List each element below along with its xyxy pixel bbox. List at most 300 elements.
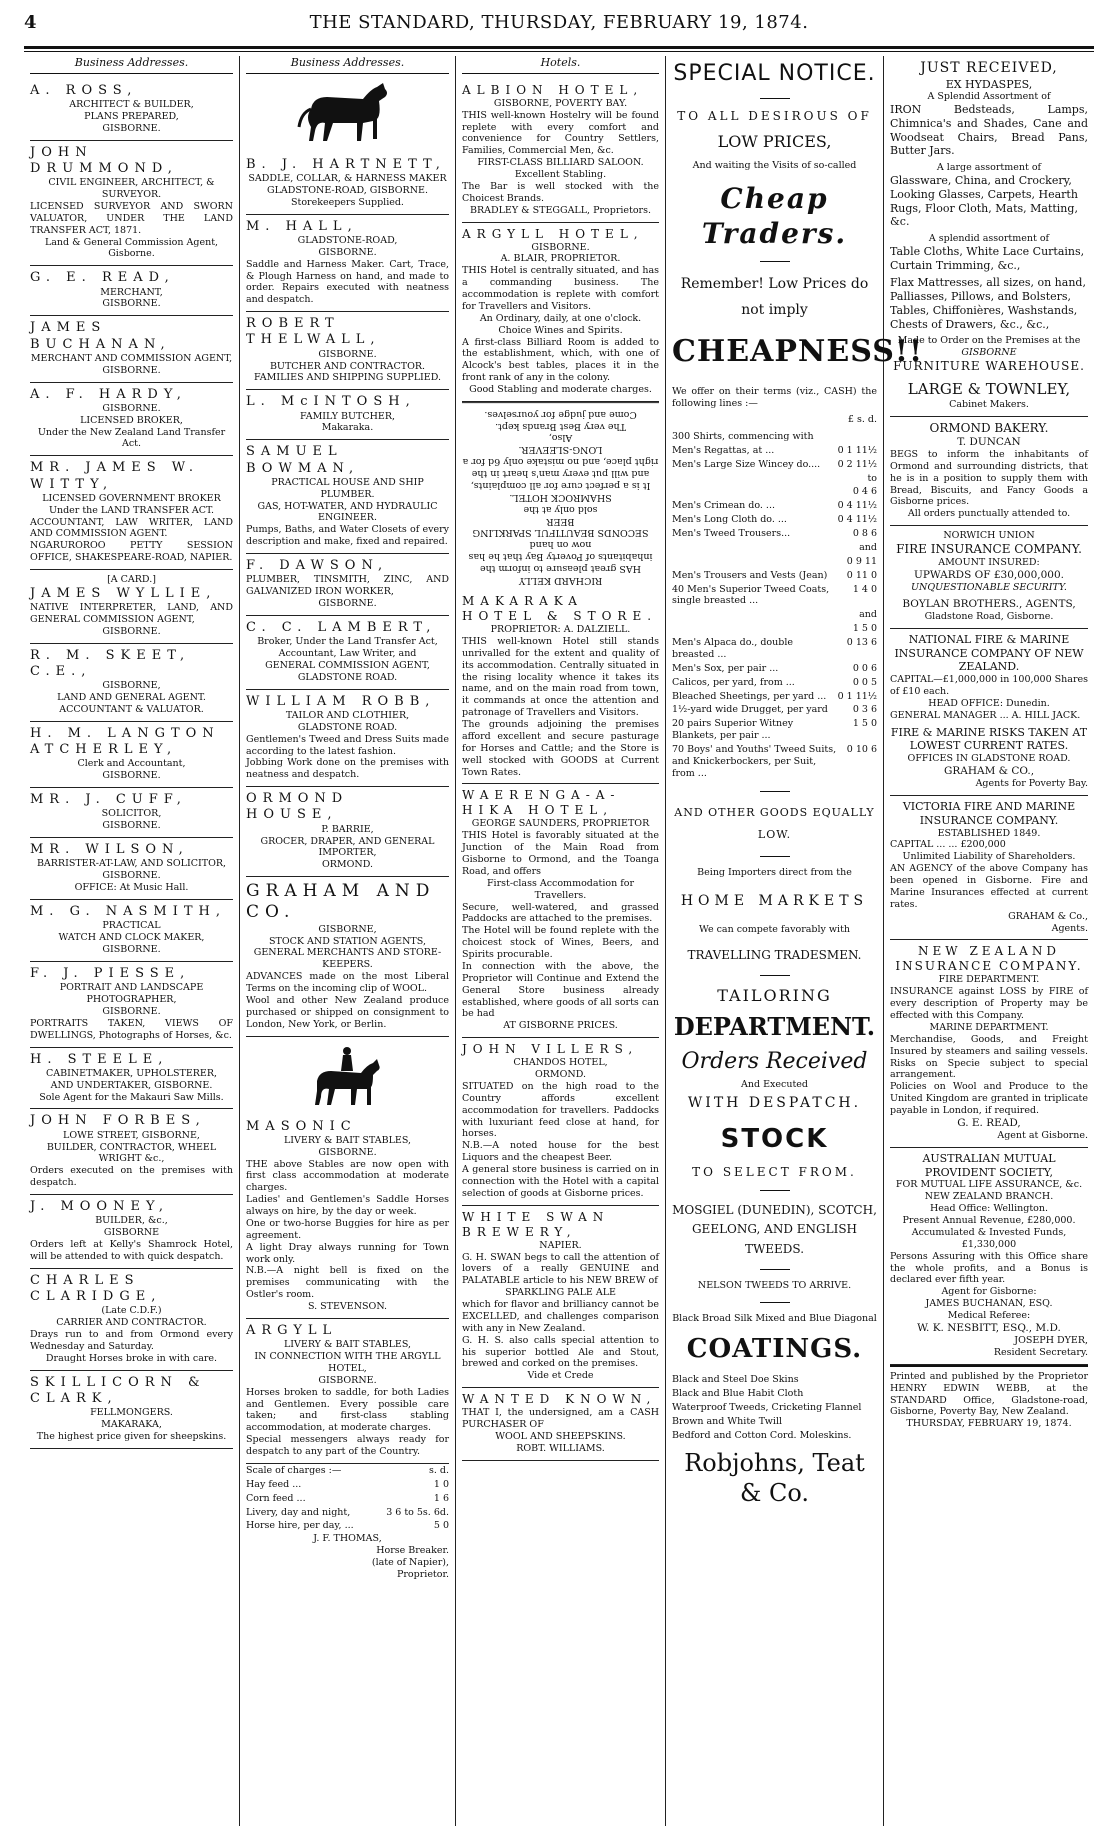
ad-line: The Bar is well stocked with the Choicest Brands.	[462, 180, 659, 204]
agent-for: Agent for Gisborne:	[941, 1286, 1037, 1298]
ad-line: BRADLEY & STEGGALL, Proprietors.	[469, 204, 651, 216]
ad-line: Horses broken to saddle, for both Ladies and Gentlemen. Every possible care taken; and first-class stabling accommodation, at moderate charges.	[246, 1386, 449, 1434]
scale-item: Horse hire, per day, ...	[246, 1520, 354, 1532]
special-notice-title: SPECIAL NOTICE.	[673, 61, 876, 86]
price-amount	[838, 430, 877, 444]
goods-line: Bedford and Cotton Cord. Moleskins.	[672, 1429, 852, 1441]
ad-line: BUTCHER AND CONTRACTOR.	[269, 360, 426, 372]
ad-line: which for flavor and brilliancy cannot be EXCELLED, and challenges comparison with any in New Zealand.	[462, 1299, 659, 1334]
ad-line: Saddle and Harness Maker. Cart, Trace, & Plough Harness on hand, and made to order. Repairs executed with neatness and despatch.	[246, 258, 449, 306]
goods-line: Black and Steel Doe Skins	[672, 1374, 799, 1386]
travelling: TRAVELLING TRADESMEN.	[687, 947, 862, 962]
ad-name: H. STEELE,	[30, 1051, 169, 1067]
agency: AN AGENCY of the above Company has been opened in Gisborne. Fire and Marine Insurances effected at current rates.	[890, 863, 1088, 910]
price-item: Bleached Sheetings, per yard ...	[672, 690, 827, 702]
gen-manager: GENERAL MANAGER ... A. HILL JACK.	[890, 709, 1081, 721]
and-executed: And Executed	[741, 1079, 808, 1091]
agent-gis: Agent at Gisborne.	[997, 1130, 1088, 1141]
ad-line: GISBORNE.	[102, 402, 161, 414]
ad-line: FAMILY BUTCHER,	[299, 410, 396, 422]
imprint-text: Printed and published by the Proprietor HENRY EDWIN WEBB, at the STANDARD Office, Gladstone-road, Gisborne, Poverty Bay, New Zealand.	[890, 1370, 1088, 1418]
business-ad	[30, 1371, 233, 1449]
capital1: CAPITAL—£1,000,000 in 100,000 Shares of £10 each.	[890, 674, 1088, 697]
ad-line: PLUMBER, TINSMITH, ZINC, AND GALVANIZED IRON WORKER,	[246, 574, 449, 598]
ad-line: GLADSTONE ROAD.	[297, 671, 398, 683]
ad-line: In connection with the above, the Proprietor will Continue and Extend the General Store business already established, where goods of all sorts can be had	[462, 960, 659, 1020]
price-item: Men's Crimean do. ...	[672, 500, 775, 512]
ad-line: CARRIER AND CONTRACTOR.	[56, 1317, 207, 1329]
waiting: And waiting the Visits of so-called	[692, 159, 857, 171]
ad-name: WILLIAM ROBB,	[246, 693, 436, 709]
goods-line: Black and Blue Habit Cloth	[672, 1387, 804, 1399]
to-select: TO SELECT FROM.	[692, 1165, 857, 1180]
ad-line: One or two-horse Buggies for hire as per agreement.	[246, 1217, 449, 1241]
head-wellington: Head Office: Wellington.	[929, 1203, 1048, 1215]
upside-down-line: sold only at the	[523, 503, 598, 515]
ad-line: PRACTICAL HOUSE AND SHIP PLUMBER.	[271, 476, 424, 500]
ad-line: GISBORNE.	[102, 944, 161, 955]
ormond-bakery-ad	[890, 417, 1088, 526]
price-item	[672, 555, 838, 569]
ad-line: SADDLE, COLLAR, & HARNESS MAKER	[248, 173, 447, 184]
column-hotels	[456, 56, 666, 1826]
business-ad	[246, 390, 449, 440]
ad-line: GENERAL MERCHANTS AND STORE-KEEPERS.	[253, 947, 442, 971]
masthead-title: THE STANDARD, THURSDAY, FEBRUARY 19, 1874.	[309, 12, 809, 33]
business-ad	[30, 316, 233, 382]
with-despatch: WITH DESPATCH.	[687, 1095, 862, 1112]
ad-line: Orders executed on the premises with despatch.	[30, 1165, 233, 1189]
importers: Being Importers direct from the	[697, 866, 852, 878]
price-item: 300 Shirts, commencing with	[672, 430, 814, 442]
ad-line: ADVANCES made on the most Liberal Terms on the incoming clip of WOOL.	[246, 971, 449, 994]
business-ad	[30, 570, 233, 644]
large-assort: A large assortment of	[936, 162, 1042, 174]
price-amount: 0 0 5	[852, 676, 877, 688]
column-header: Business Addresses.	[246, 56, 449, 74]
victoria: VICTORIA FIRE AND MARINE INSURANCE COMPANY.	[902, 800, 1076, 827]
business-ad	[246, 153, 449, 215]
upside-down-line: LONG-SLEEVER.	[518, 444, 603, 456]
ad-line: Accountant, Law Writer, and	[278, 648, 417, 659]
remember: Remember! Low Prices do not imply	[680, 276, 869, 318]
price-amount: 0 11 0	[846, 569, 877, 581]
ad-line: GISBORNE.	[318, 1146, 377, 1158]
scale-amount: 1 0	[433, 1478, 449, 1490]
ad-line: THIS well-known Hotel still stands unrivalled for the extent and quality of its accommodation. Centrally situated in the rising locality whence it takes its name, and on the main road from town, it commands at once the attention and patronage of Travellers and Visitors.	[462, 635, 659, 719]
ad-line: N.B.—A night bell is fixed on the premises communicating with the Ostler's room.	[246, 1265, 449, 1301]
ad-line: Ladies' and Gentlemen's Saddle Horses always on hire, by the day or week.	[246, 1194, 449, 1217]
business-ad	[30, 644, 233, 722]
ad-name: A. F. HARDY,	[30, 386, 187, 402]
ad-name: JOHN FORBES,	[30, 1113, 206, 1129]
upside-down-ad	[462, 402, 659, 590]
ad-name: WANTED KNOWN,	[462, 1392, 657, 1407]
upside-down-line: HAS great pleasure to inform the inhabitants of Poverty Bay that he has now on hand	[468, 539, 653, 575]
just-received: JUST RECEIVED,	[920, 60, 1058, 76]
ad-name: ARGYLL HOTEL,	[462, 226, 644, 241]
price-amount: 0 4 11½	[837, 514, 877, 526]
ad-line: LICENSED SURVEYOR AND SWORN VALUATOR, UNDER THE LAND TRANSFER ACT, 1871.	[30, 200, 233, 236]
price-list	[672, 430, 877, 781]
scale-item: Scale of charges :—	[246, 1464, 342, 1476]
signoff-line: (late of Napier),	[371, 1557, 449, 1568]
business-ad	[30, 838, 233, 900]
price-item: 40 Men's Superior Tweed Coats, single breasted ...	[672, 583, 830, 607]
ad-line: PHOTOGRAPHER,	[86, 994, 177, 1005]
business-ad	[462, 1038, 659, 1206]
ad-line: ACCOUNTANT, LAW WRITER, LAND AND COMMISSION AGENT.	[30, 516, 233, 540]
upwards: UPWARDS OF £30,000,000.	[914, 568, 1064, 581]
business-ad	[246, 312, 449, 390]
ad-name: ORMOND HOUSE,	[246, 791, 349, 823]
business-ad	[246, 1319, 449, 1464]
other-goods: AND OTHER GOODS EQUALLY LOW.	[674, 805, 875, 841]
ad-line: GLADSTONE-ROAD, GISBORNE.	[267, 184, 428, 196]
ad-line: Under the LAND TRANSFER ACT.	[48, 504, 215, 516]
price-item: 1½-yard wide Drugget, per yard	[672, 704, 828, 716]
price-amount: 0 1 11½	[837, 444, 877, 456]
ad-line: TAILOR AND CLOTHIER,	[285, 709, 410, 721]
offer-line: We offer on their terms (viz., CASH) the following lines :—	[672, 386, 877, 410]
price-item: 20 pairs Superior Witney Blankets, per pair ...	[672, 718, 794, 742]
upside-down-line: SECONDS BEAUTIFUL SPARKLING BEER	[472, 515, 649, 539]
scale-amount: 5 0	[433, 1520, 449, 1532]
ad-line: ORMOND.	[321, 859, 374, 871]
scale-amount: 3 6 to 5s. 6d.	[386, 1506, 449, 1518]
ad-line: IN CONNECTION WITH THE ARGYLL HOTEL,	[254, 1351, 441, 1374]
norwich: NORWICH UNION	[943, 530, 1035, 542]
national: NATIONAL FIRE & MARINE INSURANCE COMPANY OF NEW ZEALAND.	[894, 632, 1084, 674]
price-item: Men's Trousers and Vests (Jean)	[672, 569, 828, 581]
duncan-all: All orders punctually attended to.	[907, 508, 1071, 520]
ad-name: SKILLICORN & CLARK,	[30, 1374, 206, 1406]
price-amount: and	[859, 541, 877, 553]
national-ad	[890, 629, 1088, 796]
ad-line: CIVIL ENGINEER, ARCHITECT, & SURVEYOR.	[48, 177, 215, 200]
scale-amount: s. d.	[428, 1464, 449, 1476]
business-ad	[246, 877, 449, 1036]
ad-line: ACCOUNTANT & VALUATOR.	[59, 704, 204, 715]
ad-line: (Late C.D.F.)	[101, 1305, 162, 1317]
ad-line: GISBORNE.	[102, 1005, 161, 1017]
ad-line: GISBORNE.	[318, 598, 377, 609]
ad-line: LICENSED BROKER,	[80, 414, 183, 426]
ad-line: GISBORNE.	[318, 1374, 377, 1386]
business-ad	[462, 1206, 659, 1389]
ad-line: Clerk and Accountant,	[77, 758, 186, 770]
signoff-line: J. F. THOMAS,	[313, 1533, 382, 1545]
upside-down-line: SHAMROCK HOTEL.	[509, 491, 612, 503]
price-item: 70 Boys' and Youths' Tweed Suits, and Knickerbockers, per Suit, from ...	[672, 744, 837, 779]
upside-down-line: Also,	[548, 432, 573, 444]
ad-line: The grounds adjoining the premises afford excellent and secure pasturage for Horses and Cattle; and the Store is well stocked with GOODS at Current Town Rates.	[462, 719, 659, 778]
ad-line: Vide et Crede	[527, 1370, 594, 1382]
ad-line: GLADSTONE-ROAD,	[297, 234, 398, 246]
head-office: HEAD OFFICE: Dunedin.	[928, 697, 1050, 709]
iron-line: IRON Bedsteads, Lamps, Chimnica's and Shades, Cane and Woodseat Chairs, Bread Pans, Butter Jars.	[890, 103, 1088, 158]
ad-name: L. McINTOSH,	[246, 394, 416, 410]
ad-line: S. STEVENSON.	[307, 1301, 388, 1312]
ad-line: BUILDER, &c.,	[95, 1215, 168, 1227]
firm-name: Robjohns, Teat & Co.	[684, 1449, 865, 1508]
business-ad	[246, 554, 449, 616]
amp-ad	[890, 1148, 1088, 1365]
ad-name: J. MOONEY,	[30, 1199, 169, 1214]
ad-line: Jobbing Work done on the premises with neatness and despatch.	[246, 757, 449, 781]
goods-line: Waterproof Tweeds, Cricketing Flannel	[672, 1401, 862, 1413]
ad-name: H. M. LANGTON ATCHERLEY,	[30, 725, 220, 758]
ad-line: Under the New Zealand Land Transfer Act.	[37, 426, 226, 450]
page-number: 4	[24, 12, 38, 33]
ad-line: Sole Agent for the Makauri Saw Mills.	[39, 1091, 224, 1103]
ad-line: GISBORNE.	[531, 241, 590, 253]
victoria-ad	[890, 796, 1088, 940]
ad-line: MERCHANT AND COMMISSION AGENT,	[30, 352, 233, 364]
gladstone: Gladstone Road, Gisborne.	[924, 611, 1054, 622]
column-insurance	[884, 56, 1094, 1826]
buchanan: JAMES BUCHANAN, ESQ.	[925, 1298, 1053, 1310]
goods-line: Brown and White Twill	[672, 1415, 783, 1427]
ad-line: AT GISBORNE PRICES.	[503, 1020, 618, 1032]
price-item: Calicos, per yard, from ...	[672, 676, 795, 688]
ad-line: GISBORNE.	[102, 625, 161, 637]
price-item	[672, 541, 838, 555]
business-ad	[30, 722, 233, 788]
ad-line: The Hotel will be found replete with the choicest stock of Wines, Beers, and Spirits procurable.	[462, 925, 659, 960]
australian: AUSTRALIAN MUTUAL PROVIDENT SOCIETY,	[922, 1151, 1056, 1179]
scale-of-charges	[246, 1464, 449, 1533]
ad-line: GISBORNE.	[102, 298, 161, 310]
business-ad	[30, 1195, 233, 1269]
ad-line: FIRST-CLASS BILLIARD SALOON.	[477, 157, 644, 169]
business-ad	[462, 223, 659, 402]
revenue: Present Annual Revenue, £280,000.	[902, 1215, 1076, 1226]
column-header: Business Addresses.	[30, 56, 233, 74]
ad-line: SPARKLING PALE ALE	[505, 1287, 616, 1299]
price-head: £ s. d.	[847, 414, 877, 425]
ad-line: THIS Hotel is favorably situated at the Junction of the Main Road from Gisborne to Ormond, and the Toanga Road, and offers	[462, 830, 659, 877]
funds: Accumulated & Invested Funds, £1,330,000	[911, 1226, 1067, 1250]
agents-pb: Agents for Poverty Bay.	[975, 778, 1088, 790]
mutual: FOR MUTUAL LIFE ASSURANCE, &c.	[895, 1179, 1083, 1191]
ad-line: PRACTICAL	[102, 920, 161, 932]
column-business-2	[240, 56, 456, 1826]
ad-line: ORMOND.	[534, 1069, 587, 1080]
ad-line: A. BLAIR, PROPRIETOR.	[500, 253, 621, 265]
large-townley: LARGE & TOWNLEY,	[907, 380, 1071, 399]
ad-name: JOHN VILLERS,	[462, 1042, 639, 1057]
splendid: A Splendid Assortment of	[927, 91, 1051, 103]
ad-line: Storekeepers Supplied.	[291, 196, 404, 208]
ad-line: GISBORNE.	[102, 870, 161, 882]
price-item	[672, 608, 838, 622]
ad-line: LIVERY & BAIT STABLES,	[283, 1339, 412, 1351]
duncan: T. DUNCAN	[957, 435, 1021, 448]
graham2: GRAHAM & Co.,	[1008, 910, 1088, 922]
price-amount: to	[867, 472, 877, 484]
ad-line: BARRISTER-AT-LAW, AND SOLICITOR,	[36, 858, 227, 870]
ad-line: GISBORNE	[103, 1227, 160, 1239]
ad-name: MR. J. CUFF,	[30, 792, 187, 808]
black-broad: Black Broad Silk Mixed and Blue Diagonal	[672, 1312, 877, 1324]
scale-amount: 1 6	[433, 1492, 449, 1504]
ad-name: JAMES WYLLIE,	[30, 585, 217, 601]
furniture: FURNITURE WAREHOUSE.	[893, 359, 1085, 374]
ad-line: THE above Stables are now open with first class accommodation at moderate charges.	[246, 1158, 449, 1194]
price-amount: 0 4 11½	[837, 500, 877, 512]
norwich-ad	[890, 526, 1088, 629]
ad-name: SAMUEL BOWMAN,	[246, 444, 360, 476]
ad-line: G. H. SWAN begs to call the attention of lovers of a really GENUINE and PALATABLE article to his NEW BREW of	[462, 1251, 659, 1287]
masthead	[24, 12, 1094, 42]
business-ad	[30, 962, 233, 1048]
ad-name: ROBERT THELWALL,	[246, 316, 381, 348]
ad-line: LIVERY & BAIT STABLES,	[283, 1134, 412, 1146]
ad-pre: [A CARD.]	[107, 574, 156, 585]
policies: Policies on Wool and Produce to the United Kingdom are granted in triplicate payable in London, if required.	[890, 1081, 1088, 1116]
ad-line: SITUATED on the high road to the Country affords excellent accommodation for travellers. Paddocks with luxuriant feed close at hand, for horses.	[462, 1080, 659, 1140]
ad-name: F. DAWSON,	[246, 558, 389, 573]
upside-down-line: The very Best Brands kept.	[495, 420, 626, 432]
ad-name: B. J. HARTNETT,	[246, 156, 446, 172]
column-business-1	[24, 56, 240, 1826]
ad-line: G. H. S. also calls special attention to his superior bottled Ale and Stout, brewed and corked on the premises.	[462, 1334, 659, 1370]
ad-name: MASONIC	[246, 1118, 357, 1134]
medical: Medical Referee:	[947, 1310, 1031, 1321]
price-item: Men's Regattas, at ...	[672, 444, 775, 456]
business-ad	[30, 1269, 233, 1371]
nz-branch: NEW ZEALAND BRANCH.	[924, 1191, 1054, 1203]
price-amount: 1 5 0	[852, 718, 877, 730]
ad-line: N.B.—A noted house for the best Liquors and the cheapest Beer.	[462, 1140, 659, 1164]
ad-line: Makaraka.	[321, 422, 374, 434]
ad-line: AND UNDERTAKER, GISBORNE.	[50, 1079, 213, 1091]
ad-line: CABINETMAKER, UPHOLSTERER,	[45, 1067, 218, 1079]
ad-line: GISBORNE.	[102, 820, 161, 832]
business-ad	[30, 383, 233, 457]
ad-line: LOWE STREET, GISBORNE,	[63, 1129, 200, 1141]
cheapness: CHEAPNESS!!	[672, 333, 924, 369]
price-amount: 0 4 6	[852, 486, 877, 498]
compete: We can compete favorably with	[698, 924, 851, 935]
ad-line: OFFICE: At Music Hall.	[74, 882, 189, 894]
ad-name: C. C. LAMBERT,	[246, 619, 437, 635]
ad-line: A first-class Billiard Room is added to the establishment, which, with one of Alcock's best tables, places it in the front rank of any in the colony.	[462, 336, 659, 384]
ad-line: Orders left at Kelly's Shamrock Hotel, will be attended to with quick despatch.	[30, 1239, 233, 1262]
graham: GRAHAM & CO.,	[943, 765, 1035, 777]
cheap-traders: Cheap Traders.	[701, 182, 848, 251]
ad-line: Broker, Under the Land Transfer Act,	[257, 636, 438, 648]
offices: OFFICES IN GLADSTONE ROAD.	[907, 753, 1071, 765]
price-item: Men's Long Cloth do. ...	[672, 514, 787, 526]
price-item: Men's Tweed Trousers...	[672, 528, 791, 539]
upside-down-line: RICHARD KELLY	[518, 575, 603, 586]
ad-name: MAKARAKA HOTEL & STORE.	[462, 594, 658, 623]
ad-name: G. E. READ,	[30, 270, 175, 286]
ad-line: GISBORNE.	[102, 770, 161, 782]
ad-line: Choice Wines and Spirits.	[498, 324, 623, 336]
horse-icon	[246, 79, 449, 149]
ad-line: GISBORNE,	[102, 680, 161, 692]
price-item: Men's Large Size Wincey do....	[672, 458, 821, 470]
ad-line: GLADSTONE ROAD.	[297, 721, 398, 733]
department: DEPARTMENT.	[673, 1011, 876, 1041]
ad-line: GAS, HOT-WATER, AND HYDRAULIC ENGINEER.	[257, 500, 438, 524]
business-ad	[30, 79, 233, 141]
ad-line: CHANDOS HOTEL,	[513, 1057, 608, 1069]
ad-line: BUILDER, CONTRACTOR, WHEEL WRIGHT &c.,	[46, 1141, 217, 1165]
orders-received: Orders Received	[681, 1048, 868, 1074]
table-cloths: Table Cloths, White Lace Curtains, Curtain Trimming, &c.,	[890, 244, 1085, 272]
business-ad	[246, 690, 449, 788]
just-received-ad	[890, 56, 1088, 417]
ad-line: FELLMONGERS.	[90, 1407, 173, 1419]
price-item: Men's Alpaca do., double breasted ...	[672, 637, 793, 660]
gisborne-label: GISBORNE	[961, 347, 1017, 359]
business-ad	[246, 787, 449, 877]
business-ad	[30, 1048, 233, 1110]
business-ad	[30, 1109, 233, 1195]
nelson: NELSON TWEEDS TO ARRIVE.	[697, 1279, 852, 1291]
columns	[24, 56, 1094, 1826]
price-item	[672, 622, 838, 636]
ad-line: Drays run to and from Ormond every Wednesday and Saturday.	[30, 1329, 233, 1352]
ad-line: First-class Accommodation for Travellers.	[486, 877, 635, 901]
ad-line: Excellent Stabling.	[514, 169, 607, 180]
home-markets: HOME MARKETS	[680, 892, 869, 909]
ad-name: ALBION HOTEL,	[462, 82, 644, 97]
ad-name: CHARLES CLARIDGE,	[30, 1272, 162, 1304]
ad-line: PORTRAITS TAKEN, VIEWS OF DWELLINGS, Photographs of Horses, &c.	[30, 1017, 233, 1041]
price-amount: 0 1 11½	[837, 690, 877, 702]
ad-name: M. HALL,	[246, 218, 358, 234]
splendid2: A splendid assortment of	[928, 233, 1050, 244]
price-amount: 1 5 0	[852, 623, 877, 635]
boylan: BOYLAN BROTHERS., AGENTS,	[902, 597, 1076, 610]
column-special-notice	[666, 56, 924, 1826]
ad-line: The highest price given for sheepskins.	[36, 1430, 227, 1442]
dyer: JOSEPH DYER,	[1014, 1335, 1088, 1346]
ad-line: GISBORNE,	[318, 923, 377, 935]
business-ad	[30, 266, 233, 316]
scale-item: Livery, day and night,	[246, 1506, 351, 1518]
business-ad	[30, 456, 233, 570]
ad-line: SOLICITOR,	[101, 808, 162, 820]
low-prices: LOW PRICES,	[717, 131, 832, 151]
coatings: COATINGS.	[686, 1333, 863, 1364]
ad-line: LAND AND GENERAL AGENT.	[57, 692, 206, 704]
amount-insured: AMOUNT INSURED:	[938, 557, 1040, 568]
ad-line: GISBORNE.	[318, 246, 377, 258]
ad-line: ROBT. WILLIAMS.	[516, 1442, 605, 1454]
ad-line: Draught Horses broke in with care.	[45, 1352, 218, 1364]
scale-item: Hay feed ...	[246, 1478, 302, 1490]
price-item: Men's Sox, per pair ...	[672, 662, 779, 674]
business-ad	[462, 1388, 659, 1461]
unlimited: Unlimited Liability of Shareholders.	[902, 851, 1076, 863]
ad-line: A light Dray always running for Town work only.	[246, 1241, 449, 1265]
price-amount: 0 3 6	[852, 704, 877, 716]
ad-name: WAERENGA-A-HIKA HOTEL,	[462, 788, 621, 818]
ad-line: A general store business is carried on in connection with the Hotel with a capital selection of goods at Gisborne prices.	[462, 1164, 659, 1199]
ad-line: Wool and other New Zealand produce purchased or shipped on consignment to London, New York, or Berlin.	[246, 994, 449, 1030]
price-item	[672, 485, 838, 499]
ad-line: GISBORNE.	[318, 348, 377, 360]
ad-line: PROPRIETOR: A. DALZIELL.	[490, 624, 631, 635]
ad-name: JAMES BUCHANAN,	[30, 320, 171, 352]
persons: Persons Assuring with this Office share the whole profits, and a Bonus is declared ever fifth year.	[890, 1250, 1088, 1286]
